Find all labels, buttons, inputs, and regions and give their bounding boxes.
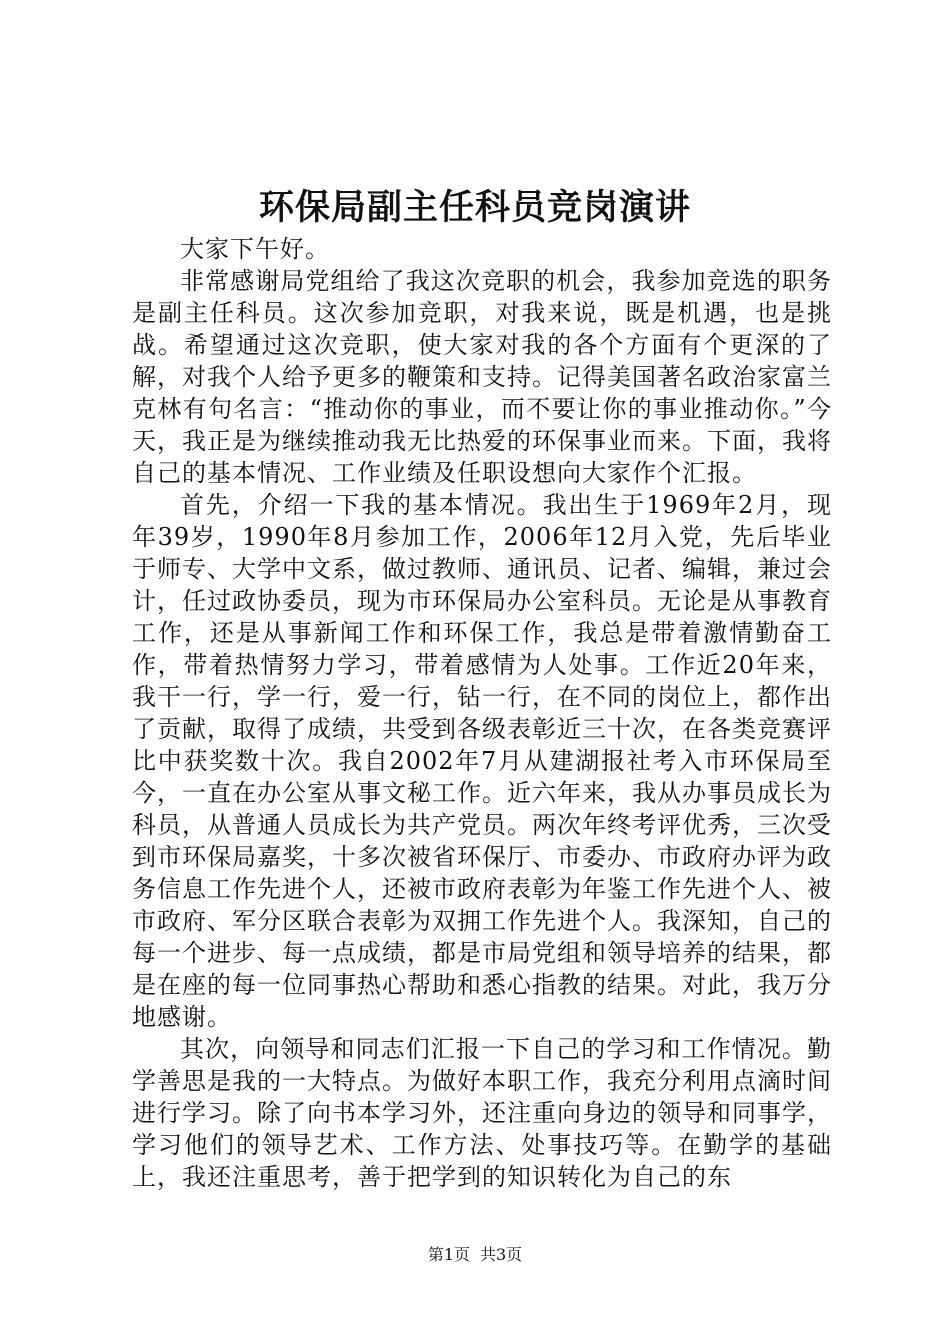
paragraph-basic-info: 首先，介绍一下我的基本情况。我出生于1969年2月，现年39岁，1990年8月参加工作，2006年12月入党，先后毕业于师专、大学中文系，做过教师、通讯员、记者、编辑，兼过会计，任过政协委员，现为市环保局办公室科员。无论是从事教育工作，还是从事新闻工作和环保工作，我总是带着激情勤奋工作，带着热情努力学习，带着感情为人处事。工作近20年来，我干一行，学一行，爱一行，钻一行，在不同的岗位上，都作出了贡献，取得了成绩，共受到各级表彰近三十次，在各类竞赛评比中获奖数十次。我自2002年7月从建湖报社考入市环保局至今，一直在办公室从事文秘工作。近六年来，我从办事员成长为科员，从普通人员成长为共产党员。两次年终考评优秀，三次受到市环保局嘉奖，十多次被省环保厅、市委办、市政府办评为政务信息工作先进个人，还被市政府表彰为年鉴工作先进个人、被市政府、军分区联合表彰为双拥工作先进个人。我深知，自己的每一个进步、每一点成绩，都是市局党组和领导培养的结果，都是在座的每一位同事热心帮助和悉心指教的结果。对此，我万分地感谢。 [132,491,832,1031]
page-total: 共3页 [480,1245,523,1264]
page-footer [0,1243,950,1267]
document-title: 环保局副主任科员竞岗演讲 [258,187,691,228]
paragraph-study-work: 其次，向领导和同志们汇报一下自己的学习和工作情况。勤学善思是我的一大特点。为做好本职工作，我充分利用点滴时间进行学习。除了向书本学习外，还注重向身边的领导和同事学，学习他们的领导艺术、工作方法、处事技巧等。在勤学的基础上，我还注重思考，善于把学到的知识转化为自己的东 [132,1035,832,1191]
document-body [132,233,832,1193]
page-number: 第1页 [427,1245,470,1264]
paragraph-introduction: 非常感谢局党组给了我这次竞职的机会，我参加竞选的职务是副主任科员。这次参加竞职，对我来说，既是机遇，也是挑战。希望通过这次竞职，使大家对我的各个方面有个更深的了解，对我个人给予更多的鞭策和支持。记得美国著名政治家富兰克林有句名言：“推动你的事业，而不要让你的事业推动你。”今天，我正是为继续推动我无比热爱的环保事业而来。下面，我将自己的基本情况、工作业绩及任职设想向大家作个汇报。 [132,267,832,487]
paragraph-greeting: 大家下午好。 [180,235,330,263]
